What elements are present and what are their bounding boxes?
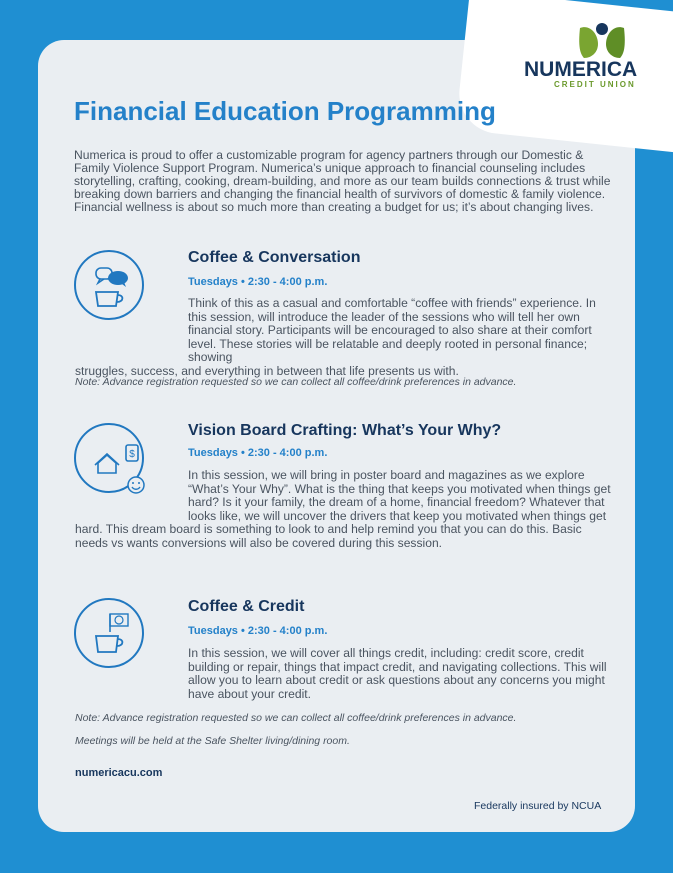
svg-text:$: $ xyxy=(129,449,135,460)
logo-wordmark: NUMERICA xyxy=(524,58,638,81)
section-desc-full: struggles, success, and everything in between that life presents us with. xyxy=(75,363,459,378)
section-time-vision-board: Tuesdays • 2:30 - 4:00 p.m. xyxy=(188,447,328,459)
numerica-logo xyxy=(520,20,660,92)
section-desc-vision-board xyxy=(75,469,615,550)
section-desc-indented: Think of this as a casual and comfortable “coffee with friends” experience. In this session, will introduce the leader of the sessions who will tell her own financial story. Participants will be encouraged to also share at their comfort level. These stories will be relatable and deeply rooted in personal finance; showing xyxy=(188,296,596,364)
section-title-vision-board: Vision Board Crafting: What’s Your Why? xyxy=(188,422,502,439)
section-title-coffee-credit: Coffee & Credit xyxy=(188,598,305,615)
page-title: Financial Education Programming xyxy=(74,96,496,126)
section-time-coffee-credit: Tuesdays • 2:30 - 4:00 p.m. xyxy=(188,625,328,637)
section-desc-full: hard. This dream board is something to look to and help remind you that you can do this. Basic needs vs wants conversions will also be covered during this session. xyxy=(75,522,582,550)
location-note: Meetings will be held at the Safe Shelter living/dining room. xyxy=(75,735,350,747)
coffee-credit-icon xyxy=(74,598,144,668)
registration-note: Note: Advance registration requested so we can collect all coffee/drink preferences in advance. xyxy=(75,376,517,388)
registration-note: Note: Advance registration requested so we can collect all coffee/drink preferences in advance. xyxy=(75,712,517,724)
logo-subtitle: CREDIT UNION xyxy=(554,80,636,89)
section-desc-indented: In this session, we will bring in poster board and magazines as we explore “What’s Your Why”. What is the thing that keeps you motivated when things get hard? Is it your family, the dream of a home, financial freedom? Whatever that looks like, we will uncover the drivers that keep you motivated when things get xyxy=(188,468,611,523)
section-title-coffee-conversation: Coffee & Conversation xyxy=(188,249,361,266)
section-desc-coffee-credit: In this session, we will cover all things credit, including: credit score, credit building or repair, things that impact credit, and navigating collections. This will allow you to learn about credit or ask questions about any concerns you might have about your credit. xyxy=(188,646,607,701)
section-time-coffee-conversation: Tuesdays • 2:30 - 4:00 p.m. xyxy=(188,276,328,288)
intro-paragraph: Numerica is proud to offer a customizable program for agency partners through our Domestic & Family Violence Support Program. Numerica’s unique approach to financial counseling includes storytelling, crafting, cooking, dream-building, and more as our team builds connections & trust while breaking down barriers and changing the financial health of survivors of domestic & family violence. Financial wellness is about so much more than creating a budget for us; it’s about changing lives. xyxy=(74,148,611,214)
ncua-disclaimer: Federally insured by NCUA xyxy=(474,800,602,812)
section-desc-coffee-conversation xyxy=(75,297,615,378)
numerica-mark-icon xyxy=(576,20,628,60)
website-link[interactable]: numericacu.com xyxy=(75,767,163,779)
